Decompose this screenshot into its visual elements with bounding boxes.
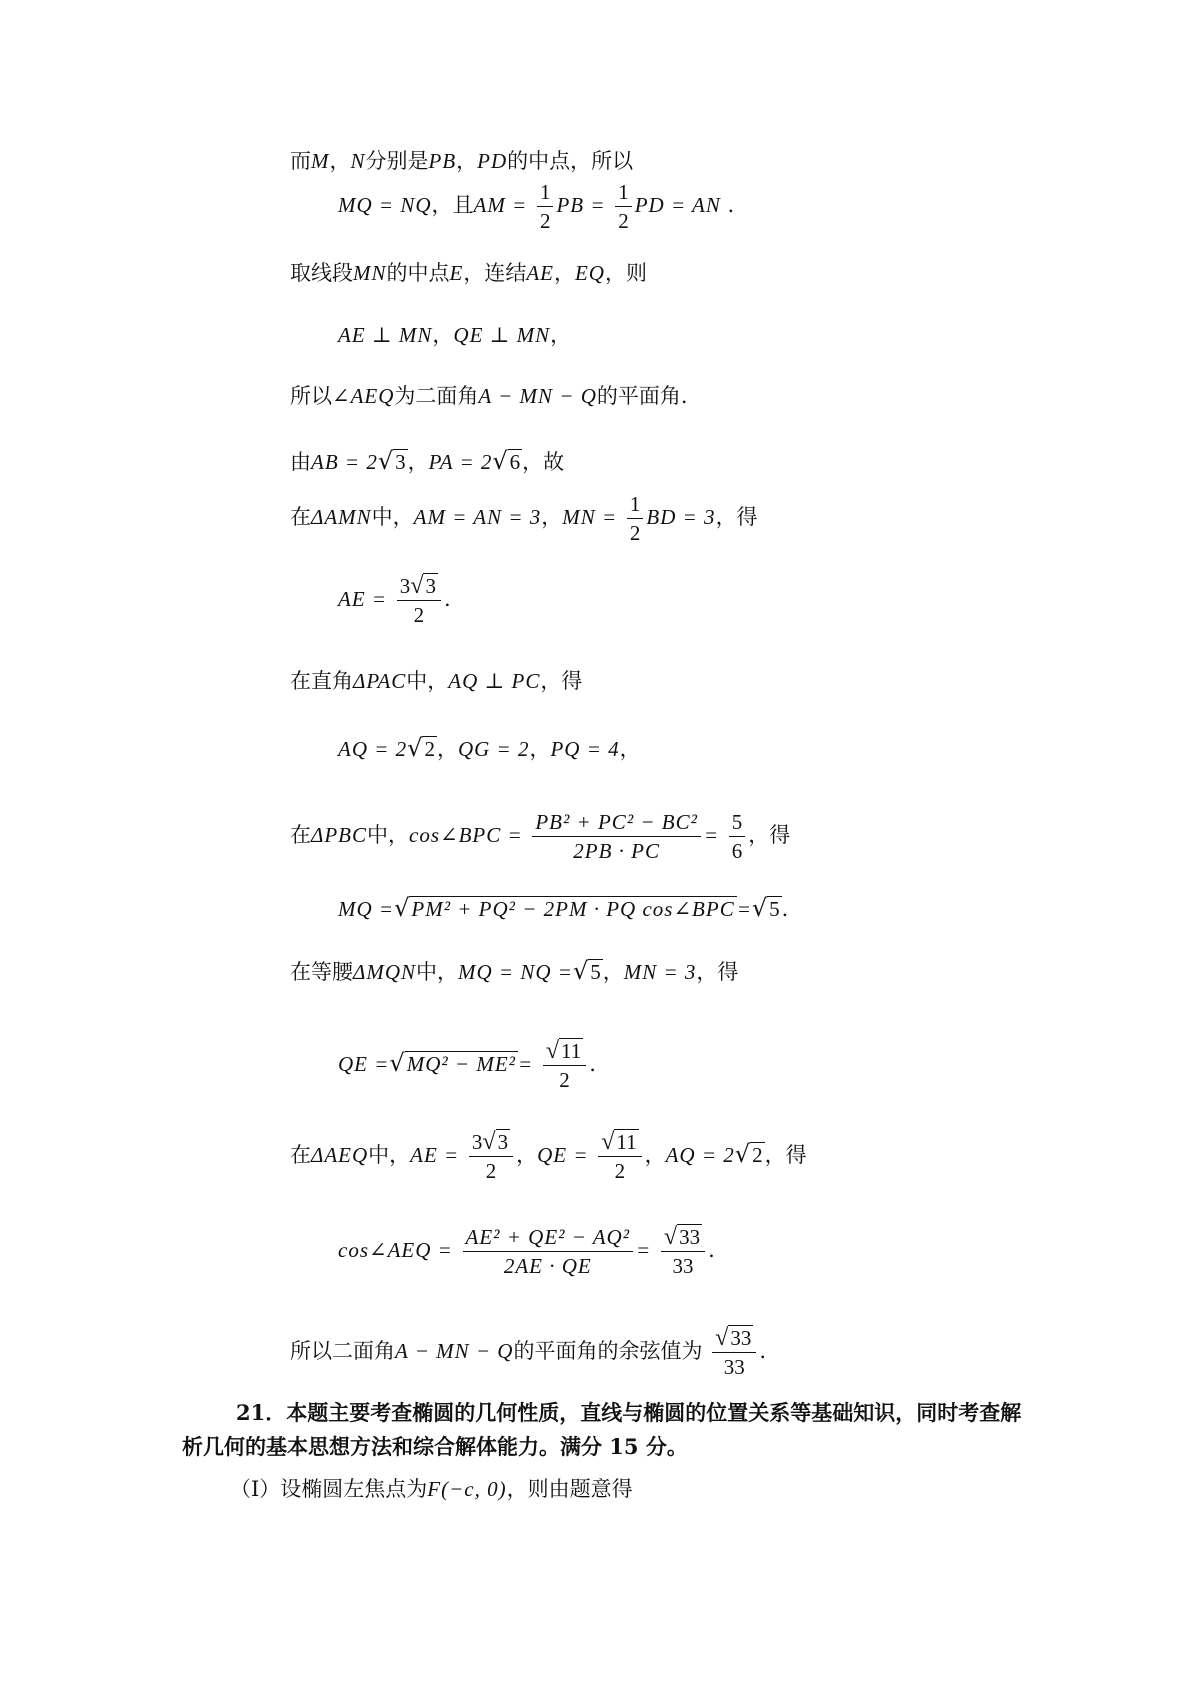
fraction: $\frac{\text{AE² + QE² − AQ²}}{2AE \cdot QE}$	[463, 1223, 634, 1280]
sqrt: √2	[407, 734, 435, 762]
text: ，	[407, 450, 429, 474]
question-number: 21	[236, 1400, 266, 1425]
text: 的平面角.	[596, 384, 688, 408]
fraction: $\frac{5}{6}$	[729, 808, 746, 865]
math: ∠AEQ	[332, 384, 395, 408]
text: ，	[619, 737, 641, 761]
math: AM =	[473, 193, 528, 217]
text: 的中点，所以	[507, 149, 634, 173]
fraction: $\frac{1}{2}$	[627, 490, 644, 547]
text-line-6	[290, 446, 564, 477]
math: MN =	[562, 505, 618, 529]
math: ΔAMN	[311, 505, 372, 529]
text: ，且	[431, 193, 474, 217]
math: PB =	[556, 193, 606, 217]
math: MQ =	[338, 897, 395, 921]
math: AB = 2	[311, 450, 378, 474]
text: ，	[550, 323, 572, 347]
math: PB	[428, 149, 457, 173]
text: ，	[553, 261, 575, 285]
text: ，	[516, 1143, 538, 1167]
math: ΔPAC	[353, 669, 407, 693]
math: =	[736, 897, 752, 921]
math: AQ = 2	[665, 1143, 735, 1167]
text: 中，	[371, 505, 414, 529]
text: ，	[436, 737, 458, 761]
math: F(−c, 0)	[427, 1477, 507, 1501]
text: .	[759, 1339, 767, 1363]
text-line-3	[290, 258, 647, 288]
fraction: $\frac{√11}{2}$	[543, 1037, 586, 1094]
text: 中，	[416, 960, 458, 984]
math: ΔMQN	[353, 960, 416, 984]
text-line-17	[290, 1324, 766, 1381]
math: ΔPBC	[311, 823, 367, 847]
equation-line-10	[338, 733, 641, 764]
text-line-13	[290, 956, 738, 987]
text-line-7	[290, 490, 758, 547]
math: BD = 3	[646, 505, 716, 529]
math: AM = AN = 3	[413, 505, 542, 529]
text-line-15	[290, 1128, 807, 1185]
text: 析几何的基本思想方法和综合解体能力。满分 15 分。	[182, 1434, 688, 1459]
math: N	[350, 149, 366, 173]
text: ，得	[715, 505, 758, 529]
sqrt: √3	[377, 447, 406, 475]
math: =	[703, 823, 720, 847]
text: .	[589, 1052, 596, 1076]
text: 中，	[406, 669, 449, 693]
text: .	[727, 193, 735, 217]
sqrt: √5	[751, 894, 780, 922]
text: ，	[456, 149, 478, 173]
text: ，连结	[463, 261, 527, 285]
text: 取线段	[290, 261, 353, 285]
equation-line-12	[338, 893, 788, 924]
text: .	[708, 1238, 715, 1262]
math: AQ ⊥ PC	[448, 669, 541, 693]
text: 中，	[367, 823, 409, 847]
math: AQ = 2	[338, 737, 408, 761]
math: PD = AN	[634, 193, 721, 217]
text: ，	[529, 737, 551, 761]
math: cos∠AEQ =	[338, 1238, 453, 1262]
text: 的平面角的余弦值为	[513, 1339, 703, 1363]
text: ，得	[540, 669, 583, 693]
math: AE =	[338, 587, 388, 611]
text: ，	[541, 505, 563, 529]
text: ，则由题意得	[506, 1477, 633, 1501]
text: 分别是	[365, 149, 429, 173]
math: MQ = NQ =	[458, 960, 573, 984]
math: AE =	[410, 1143, 460, 1167]
math: AE	[526, 261, 554, 285]
text: ，故	[522, 450, 565, 474]
text-line-19	[182, 1432, 688, 1462]
math: MN	[353, 261, 387, 285]
text-line-11	[290, 808, 790, 865]
fraction: $\frac{1}{2}$	[537, 178, 554, 235]
math: ΔAEQ	[311, 1143, 369, 1167]
sqrt: √PM² + PQ² − 2PM · PQ cos∠BPC	[394, 894, 735, 922]
sqrt: √2	[734, 1140, 763, 1168]
text-line-18	[236, 1398, 1021, 1428]
fraction: $\frac{√33}{33}$	[712, 1324, 756, 1381]
text: ，	[644, 1143, 666, 1167]
math: QE =	[537, 1143, 589, 1167]
math: QE ⊥ MN	[453, 323, 551, 347]
text: .	[781, 897, 789, 921]
text: （Ⅰ）设椭圆左焦点为	[230, 1477, 428, 1501]
text: ．本题主要考查椭圆的几何性质，直线与椭圆的位置关系等基础知识，同时考查解	[265, 1400, 1022, 1425]
text: ，得	[764, 1143, 807, 1167]
fraction: $\frac{3√3}{2}$	[469, 1128, 513, 1185]
text: 的中点	[386, 261, 450, 285]
math: QG = 2	[457, 737, 530, 761]
math: MN = 3	[623, 960, 697, 984]
text: ，	[329, 149, 351, 173]
text: 而	[290, 149, 311, 173]
text-line-9	[290, 666, 582, 696]
math: E	[449, 261, 464, 285]
fraction: $\frac{1}{2}$	[615, 178, 632, 235]
math: =	[517, 1052, 534, 1076]
text: ，则	[604, 261, 647, 285]
equation-line-8	[338, 572, 451, 629]
fraction: $\frac{√33}{33}$	[661, 1223, 705, 1280]
text: 在等腰	[290, 960, 353, 984]
math: A − MN − Q	[478, 384, 597, 408]
text: 在	[290, 505, 311, 529]
text: 中，	[368, 1143, 411, 1167]
text: 在	[290, 1143, 311, 1167]
math: M	[311, 149, 330, 173]
math: AE ⊥ MN	[338, 323, 433, 347]
text: ，得	[696, 960, 739, 984]
math: PQ = 4	[550, 737, 620, 761]
math: =	[636, 1238, 652, 1262]
text-line-1	[290, 146, 633, 176]
text: 由	[290, 450, 311, 474]
sqrt: √5	[572, 957, 601, 985]
math: EQ	[574, 261, 605, 285]
text: 所以	[290, 384, 332, 408]
text: 为二面角	[394, 384, 479, 408]
sqrt: √MQ² − ME²	[389, 1049, 516, 1077]
text: 所以二面角	[290, 1339, 395, 1363]
text: 在直角	[290, 669, 353, 693]
text: ，得	[748, 823, 791, 847]
math: PD	[477, 149, 508, 173]
text: ，	[432, 323, 454, 347]
text: .	[443, 587, 451, 611]
math: QE =	[338, 1052, 390, 1076]
text-line-5	[290, 381, 688, 411]
math: MQ = NQ	[338, 193, 432, 217]
equation-line-16	[338, 1223, 715, 1280]
fraction: $\frac{\text{PB² + PC² − BC²}}{2PB \cdot PC}$	[532, 808, 701, 865]
sqrt: √6	[492, 447, 521, 475]
equation-line-2	[338, 178, 734, 235]
text-line-20	[230, 1474, 633, 1504]
math: cos∠BPC =	[409, 823, 523, 847]
equation-line-4	[338, 320, 571, 350]
equation-line-14	[338, 1037, 596, 1094]
text: 在	[290, 823, 311, 847]
fraction: $\frac{√11}{2}$	[598, 1128, 641, 1185]
fraction: $\frac{3√3}{2}$	[397, 572, 441, 629]
math: A − MN − Q	[395, 1339, 514, 1363]
math: PA = 2	[428, 450, 493, 474]
text: ，	[602, 960, 624, 984]
